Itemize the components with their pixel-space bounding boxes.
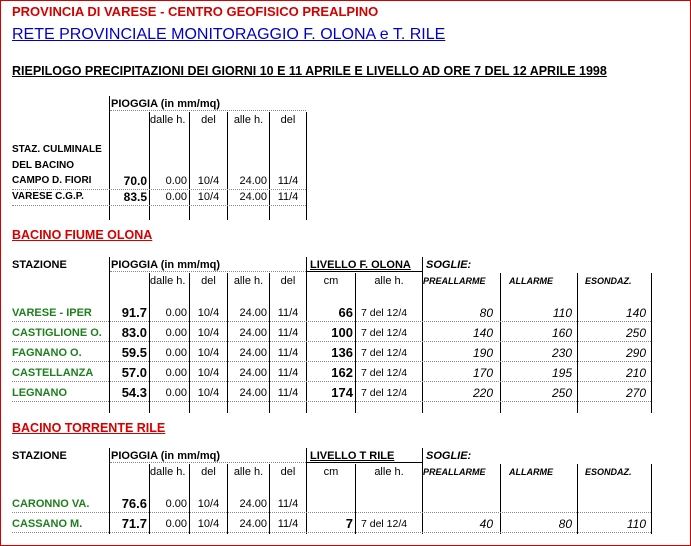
olona-preallarme: 220 [472, 386, 493, 400]
culm-station-name: VARESE C.G.P. [12, 191, 84, 202]
rile-alleh-header: alle h. [374, 466, 404, 478]
olona-pioggia-header: PIOGGIA (in mm/mq) [111, 259, 220, 271]
org-title: PROVINCIA DI VARESE - CENTRO GEOFISICO PREALPINO [12, 4, 379, 19]
olona-pre-header: PREALLARME [423, 276, 486, 286]
rile-to-hour: 24.00 [239, 518, 267, 530]
culm-to-date: 11/4 [277, 191, 299, 203]
olona-to-date: 11/4 [277, 347, 299, 359]
culm-dalle-header: dalle h. [150, 114, 186, 126]
rile-rain-value: 71.7 [121, 516, 147, 531]
culm-from-date: 10/4 [197, 191, 220, 203]
olona-del2-header: del [280, 275, 296, 287]
rile-stazione-header: STAZIONE [12, 450, 67, 462]
olona-to-date: 11/4 [277, 387, 299, 399]
rile-from-date: 10/4 [197, 518, 220, 530]
rile-eso-header: ESONDAZ. [585, 467, 632, 477]
olona-station-name: VARESE - IPER [12, 307, 92, 319]
olona-rain-value: 91.7 [121, 305, 147, 320]
olona-station-name: CASTIGLIONE O. [12, 327, 102, 339]
olona-to-hour: 24.00 [239, 347, 267, 359]
olona-rain-value: 59.5 [121, 345, 147, 360]
culm-from-hour: 0.00 [165, 175, 187, 187]
olona-station-name: CASTELLANZA [12, 367, 94, 379]
olona-from-hour: 0.00 [165, 387, 187, 399]
olona-to-date: 11/4 [277, 367, 299, 379]
rile-from-date: 10/4 [197, 498, 220, 510]
rile-pre-header: PREALLARME [423, 467, 486, 477]
olona-to-date: 11/4 [277, 307, 299, 319]
culm-to-date: 11/4 [277, 175, 299, 187]
olona-to-hour: 24.00 [239, 367, 267, 379]
olona-level-value: 136 [331, 345, 353, 360]
olona-preallarme: 190 [472, 346, 493, 360]
rile-preallarme: 40 [479, 517, 493, 531]
olona-esondaz: 250 [625, 326, 646, 340]
olona-level-time: 7 del 12/4 [361, 367, 408, 379]
olona-allarme: 160 [551, 326, 572, 340]
olona-level-value: 174 [331, 385, 353, 400]
rile-alle-header: alle h. [233, 466, 264, 478]
culm-del2-header: del [280, 114, 296, 126]
olona-level-time: 7 del 12/4 [361, 307, 408, 319]
rile-from-hour: 0.00 [165, 498, 187, 510]
olona-level-time: 7 del 12/4 [361, 347, 408, 359]
olona-cm-header: cm [323, 275, 339, 287]
culm-pioggia-header: PIOGGIA (in mm/mq) [111, 98, 220, 110]
olona-from-hour: 0.00 [165, 307, 187, 319]
olona-level-value: 100 [331, 325, 353, 340]
rile-station-name: CARONNO VA. [12, 498, 90, 510]
rile-level-value: 7 [345, 516, 353, 531]
olona-rain-value: 54.3 [121, 385, 147, 400]
olona-title: BACINO FIUME OLONA [12, 228, 153, 242]
olona-rain-value: 57.0 [121, 365, 147, 380]
olona-from-date: 10/4 [197, 367, 220, 379]
rile-to-date: 11/4 [277, 518, 299, 530]
summary-title: RIEPILOGO PRECIPITAZIONI DEI GIORNI 10 E 11 APRILE E LIVELLO AD ORE 7 DEL 12 APRILE 1998 [12, 64, 607, 78]
rile-station-name: CASSANO M. [12, 518, 83, 530]
olona-level-header: LIVELLO F. OLONA [310, 259, 411, 271]
olona-preallarme: 140 [472, 326, 493, 340]
culm-label-1: STAZ. CULMINALE [12, 144, 102, 155]
rile-dalle-header: dalle h. [150, 466, 186, 478]
rile-title: BACINO TORRENTE RILE [12, 421, 166, 435]
olona-allarme: 110 [552, 306, 572, 320]
rile-all-header: ALLARME [509, 467, 553, 477]
culm-to-hour: 24.00 [239, 175, 267, 187]
olona-from-date: 10/4 [197, 327, 220, 339]
olona-to-hour: 24.00 [239, 387, 267, 399]
rile-del2-header: del [280, 466, 296, 478]
olona-level-time: 7 del 12/4 [361, 387, 408, 399]
olona-to-hour: 24.00 [239, 307, 267, 319]
olona-from-date: 10/4 [197, 387, 220, 399]
olona-to-date: 11/4 [277, 327, 299, 339]
culm-rain-value: 70.0 [123, 174, 147, 188]
olona-station-name: FAGNANO O. [12, 347, 82, 359]
olona-from-hour: 0.00 [165, 367, 187, 379]
olona-allarme: 195 [551, 366, 572, 380]
olona-rain-value: 83.0 [121, 325, 147, 340]
olona-from-hour: 0.00 [165, 327, 187, 339]
olona-from-date: 10/4 [197, 307, 220, 319]
olona-stazione-header: STAZIONE [12, 259, 67, 271]
culm-from-date: 10/4 [197, 175, 220, 187]
network-title: RETE PROVINCIALE MONITORAGGIO F. OLONA e T. RILE [12, 26, 446, 43]
culm-del-header: del [201, 114, 216, 126]
olona-preallarme: 80 [479, 306, 493, 320]
rile-esondaz: 110 [626, 517, 646, 531]
olona-all-header: ALLARME [509, 276, 553, 286]
olona-eso-header: ESONDAZ. [585, 276, 632, 286]
olona-from-date: 10/4 [197, 347, 220, 359]
rile-allarme: 80 [558, 517, 572, 531]
culm-from-hour: 0.00 [165, 191, 187, 203]
olona-level-value: 66 [338, 305, 353, 320]
olona-allarme: 250 [551, 386, 572, 400]
olona-from-hour: 0.00 [165, 347, 187, 359]
rile-level-header: LIVELLO T RILE [310, 450, 395, 462]
olona-allarme: 230 [551, 346, 572, 360]
olona-esondaz: 290 [625, 346, 646, 360]
culm-to-hour: 24.00 [239, 191, 267, 203]
olona-station-name: LEGNANO [12, 387, 67, 399]
culm-station-name: CAMPO D. FIORI [12, 175, 92, 186]
rile-from-hour: 0.00 [165, 518, 187, 530]
culm-alle-header: alle h. [233, 114, 264, 126]
olona-alle-header: alle h. [233, 275, 264, 287]
rile-pioggia-header: PIOGGIA (in mm/mq) [111, 450, 220, 462]
rile-rain-value: 76.6 [121, 496, 147, 511]
olona-esondaz: 270 [625, 386, 646, 400]
rile-del-header: del [201, 466, 216, 478]
rile-to-date: 11/4 [277, 498, 299, 510]
rile-level-time: 7 del 12/4 [361, 518, 408, 530]
olona-alleh-header: alle h. [374, 275, 404, 287]
rile-soglie-header: SOGLIE: [426, 450, 472, 462]
olona-preallarme: 170 [472, 366, 493, 380]
culm-label-2: DEL BACINO [12, 160, 75, 171]
olona-level-value: 162 [331, 365, 353, 380]
rile-to-hour: 24.00 [239, 498, 267, 510]
olona-del-header: del [201, 275, 216, 287]
olona-esondaz: 140 [625, 306, 646, 320]
rile-cm-header: cm [323, 466, 339, 478]
culm-rain-value: 83.5 [123, 190, 147, 204]
olona-level-time: 7 del 12/4 [361, 327, 408, 339]
olona-to-hour: 24.00 [239, 327, 267, 339]
olona-esondaz: 210 [625, 366, 646, 380]
olona-soglie-header: SOGLIE: [426, 259, 472, 271]
olona-dalle-header: dalle h. [150, 275, 186, 287]
